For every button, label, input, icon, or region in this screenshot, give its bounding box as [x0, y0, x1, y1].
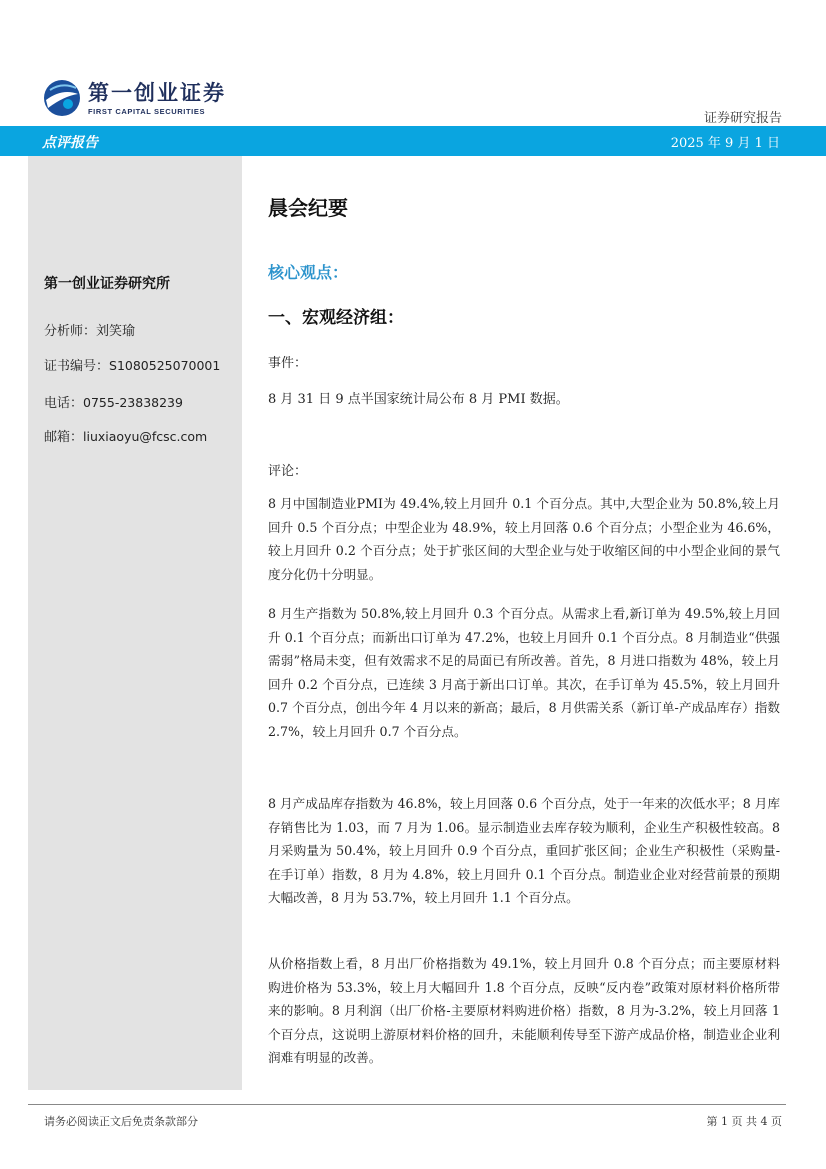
core-heading: 核心观点： — [268, 263, 349, 282]
email-address — [44, 426, 207, 445]
institute-name: 第一创业证券研究所 — [44, 276, 170, 292]
info-sidebar — [28, 156, 242, 1090]
footer-divider — [28, 1104, 786, 1105]
event-label: 事件： — [268, 356, 308, 371]
phone-value: 0755-23838239 — [83, 395, 183, 410]
cert-value: S1080525070001 — [109, 358, 221, 373]
report-type-label: 证券研究报告 — [703, 111, 782, 126]
analyst-name: 分析师：刘笑瑜 — [44, 324, 136, 339]
email-value[interactable]: liuxiaoyu@fcsc.com — [83, 429, 208, 444]
page-title: 晨会纪要 — [268, 196, 348, 220]
cert-number — [44, 355, 220, 374]
phone-number — [44, 392, 183, 411]
page-number: 第 1 页 共 4 页 — [706, 1115, 782, 1128]
section-heading: 一、宏观经济组： — [268, 308, 404, 328]
phone-label: 电话： — [44, 396, 84, 411]
globe-logo-icon — [42, 78, 82, 118]
header-band — [0, 126, 826, 156]
logo-chinese-name: 第一创业证券 — [88, 80, 226, 105]
email-label: 邮箱： — [44, 430, 84, 445]
report-date: 2025 年 9 月 1 日 — [670, 136, 780, 151]
disclaimer-note: 请务必阅读正文后免责条款部分 — [44, 1115, 198, 1128]
company-logo — [42, 78, 226, 118]
cert-label: 证书编号： — [44, 359, 110, 374]
paragraph: 8 月中国制造业PMI为 49.4%,较上月回升 0.1 个百分点。其中,大型企业为 50.8%,较上月回升 0.5 个百分点；中型企业为 48.9%，较上月回落 0.6 个百分点；小型企业为 46.6%，较上月回升 0.2 个百分点；处于扩张区间的大型企业与处于收缩区间的中小型企业间的景气度分化仍十分明显。 — [268, 496, 780, 582]
logo-english-name: FIRST CAPITAL SECURITIES — [88, 106, 206, 116]
comment-label: 评论： — [268, 464, 308, 479]
paragraph: 从价格指数上看，8 月出厂价格指数为 49.1%，较上月回升 0.8 个百分点；而主要原材料购进价格为 53.3%，较上月大幅回升 1.8 个百分点，反映“反内卷”政策对原材料价格所带来的影响。8 月利润（出厂价格-主要原材料购进价格）指数，8 月为-3.2%，较上月回落 1 个百分点，这说明上游原材料价格的回升，未能顺利传导至下游产成品价格，制造业企业利润难有明显的改善。 — [268, 956, 780, 1066]
paragraph: 8 月产成品库存指数为 46.8%，较上月回落 0.6 个百分点，处于一年来的次低水平；8 月库存销售比为 1.03，而 7 月为 1.06。显示制造业去库存较为顺利，企业生产积极性较高。8 月采购量为 50.4%，较上月回升 0.9 个百分点，重回扩张区间；企业生产积极性（采购量-在手订单）指数，8 月为 4.8%，较上月回升 0.1 个百分点。制造业企业对经营前景的预期大幅改善，8 月为 53.7%，较上月回升 1.1 个百分点。 — [268, 796, 780, 906]
report-category: 点评报告 — [42, 135, 98, 151]
event-text: 8 月 31 日 9 点半国家统计局公布 8 月 PMI 数据。 — [268, 392, 569, 407]
paragraph: 8 月生产指数为 50.8%,较上月回升 0.3 个百分点。从需求上看,新订单为 49.5%,较上月回升 0.1 个百分点；而新出口订单为 47.2%，也较上月回升 0.1 个百分点。8 月制造业“供强需弱”格局未变，但有效需求不足的局面已有所改善。首先，8 月进口指数为 48%，较上月回升 0.2 个百分点，已连续 3 月高于新出口订单。其次，在手订单为 45.5%，较上月回升 0.7 个百分点，创出今年 4 月以来的新高；最后，8 月供需关系（新订单-产成品库存）指数 2.7%，较上月回升 0.7 个百分点。 — [268, 606, 780, 739]
